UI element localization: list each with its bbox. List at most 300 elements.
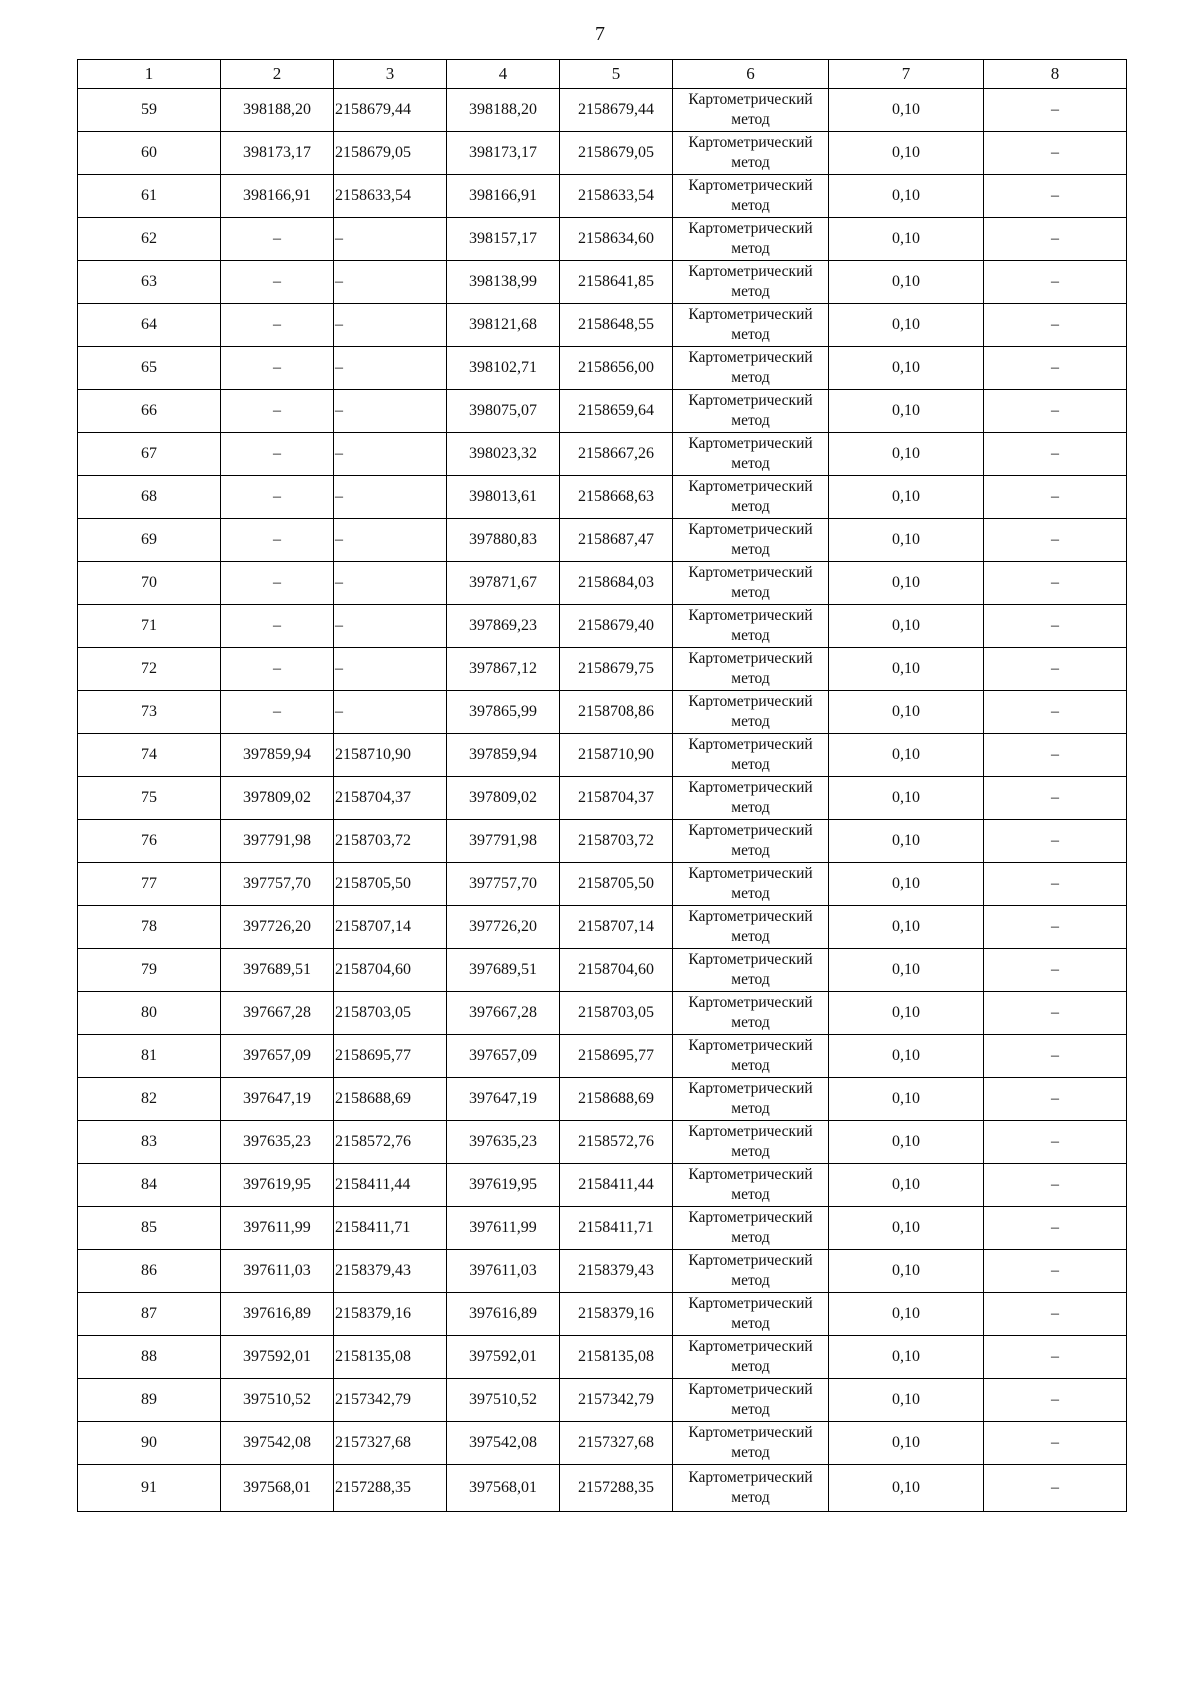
x-existing-cell: 397809,02 [221,777,334,820]
table-body [78,89,1127,1512]
point-number-cell: 70 [78,562,221,605]
method-label-line1: Картометрический [688,177,813,194]
accuracy-cell: 0,10 [829,218,984,261]
y-existing-cell: 2158679,05 [334,132,447,175]
x-refined-cell: 397809,02 [447,777,560,820]
x-refined-cell: 397568,01 [447,1465,560,1512]
note-cell: – [984,734,1127,777]
method-label-line2: метод [731,1014,770,1031]
method-label-line2: метод [731,971,770,988]
x-existing-cell: 397568,01 [221,1465,334,1512]
table-row [78,476,1127,519]
note-cell: – [984,261,1127,304]
x-existing-cell: 397616,89 [221,1293,334,1336]
method-cell [673,1336,829,1379]
method-label-line2: метод [731,842,770,859]
point-number-cell: 89 [78,1379,221,1422]
method-label-line1: Картометрический [688,349,813,366]
table-row [78,777,1127,820]
accuracy-cell: 0,10 [829,1379,984,1422]
x-refined-cell: 397871,67 [447,562,560,605]
table-row [78,390,1127,433]
method-label-line1: Картометрический [688,1080,813,1097]
method-label-line2: метод [731,799,770,816]
y-refined-cell: 2157342,79 [560,1379,673,1422]
method-label-line1: Картометрический [688,865,813,882]
method-label-line2: метод [731,1229,770,1246]
y-existing-cell: 2158379,16 [334,1293,447,1336]
point-number-cell: 78 [78,906,221,949]
table-row [78,648,1127,691]
note-cell: – [984,175,1127,218]
x-refined-cell: 397689,51 [447,949,560,992]
method-label-line1: Картометрический [688,1252,813,1269]
method-label-line1: Картометрический [688,1424,813,1441]
accuracy-cell: 0,10 [829,1465,984,1512]
note-cell: – [984,1422,1127,1465]
y-refined-cell: 2158679,40 [560,605,673,648]
x-existing-cell: 397859,94 [221,734,334,777]
method-label-line2: метод [731,326,770,343]
y-refined-cell: 2158704,37 [560,777,673,820]
x-existing-cell: – [221,390,334,433]
method-label-line2: метод [731,584,770,601]
y-existing-cell: 2158703,05 [334,992,447,1035]
y-existing-cell: – [334,218,447,261]
y-refined-cell: 2158659,64 [560,390,673,433]
x-refined-cell: 398188,20 [447,89,560,132]
method-cell [673,691,829,734]
table-row [78,734,1127,777]
accuracy-cell: 0,10 [829,476,984,519]
method-label-line2: метод [731,1186,770,1203]
method-label-line2: метод [731,1057,770,1074]
table-row [78,1164,1127,1207]
y-refined-cell: 2157327,68 [560,1422,673,1465]
table-row [78,949,1127,992]
point-number-cell: 84 [78,1164,221,1207]
y-refined-cell: 2158688,69 [560,1078,673,1121]
method-cell [673,1422,829,1465]
x-refined-cell: 397880,83 [447,519,560,562]
column-header: 3 [334,60,447,89]
point-number-cell: 61 [78,175,221,218]
accuracy-cell: 0,10 [829,1035,984,1078]
x-refined-cell: 397867,12 [447,648,560,691]
note-cell: – [984,1207,1127,1250]
method-cell [673,390,829,433]
y-refined-cell: 2158679,75 [560,648,673,691]
x-existing-cell: 397726,20 [221,906,334,949]
y-refined-cell: 2158684,03 [560,562,673,605]
point-number-cell: 72 [78,648,221,691]
method-label-line2: метод [731,756,770,773]
point-number-cell: 85 [78,1207,221,1250]
method-label-line2: метод [731,1315,770,1332]
y-existing-cell: 2158704,37 [334,777,447,820]
note-cell: – [984,1121,1127,1164]
point-number-cell: 83 [78,1121,221,1164]
table-row [78,1078,1127,1121]
y-refined-cell: 2158668,63 [560,476,673,519]
x-existing-cell: – [221,261,334,304]
note-cell: – [984,1035,1127,1078]
point-number-cell: 86 [78,1250,221,1293]
table-row [78,261,1127,304]
table-row [78,433,1127,476]
x-existing-cell: – [221,562,334,605]
method-cell [673,777,829,820]
x-refined-cell: 398157,17 [447,218,560,261]
point-number-cell: 90 [78,1422,221,1465]
method-cell [673,261,829,304]
table-row [78,1422,1127,1465]
method-cell [673,304,829,347]
method-label-line1: Картометрический [688,650,813,667]
point-number-cell: 79 [78,949,221,992]
method-label-line1: Картометрический [688,951,813,968]
note-cell: – [984,562,1127,605]
table-row [78,691,1127,734]
method-label-line2: метод [731,928,770,945]
method-label-line1: Картометрический [688,1037,813,1054]
point-number-cell: 71 [78,605,221,648]
y-refined-cell: 2158648,55 [560,304,673,347]
note-cell: – [984,89,1127,132]
y-existing-cell: 2158695,77 [334,1035,447,1078]
y-existing-cell: 2158688,69 [334,1078,447,1121]
method-label-line1: Картометрический [688,392,813,409]
y-existing-cell: – [334,605,447,648]
method-label-line2: метод [731,111,770,128]
method-label-line1: Картометрический [688,1338,813,1355]
x-existing-cell: 397510,52 [221,1379,334,1422]
method-label-line1: Картометрический [688,306,813,323]
y-existing-cell: 2158705,50 [334,863,447,906]
x-refined-cell: 398166,91 [447,175,560,218]
column-header: 1 [78,60,221,89]
method-cell [673,906,829,949]
x-existing-cell: – [221,691,334,734]
x-refined-cell: 398102,71 [447,347,560,390]
method-label-line2: метод [731,713,770,730]
method-label-line2: метод [731,197,770,214]
y-existing-cell: – [334,433,447,476]
table-row [78,1121,1127,1164]
method-cell [673,1164,829,1207]
method-label-line2: метод [731,455,770,472]
x-existing-cell: – [221,648,334,691]
note-cell: – [984,691,1127,734]
table-row [78,863,1127,906]
method-label-line2: метод [731,670,770,687]
table-row [78,89,1127,132]
y-refined-cell: 2158411,71 [560,1207,673,1250]
method-label-line1: Картометрический [688,607,813,624]
point-number-cell: 66 [78,390,221,433]
x-refined-cell: 397865,99 [447,691,560,734]
point-number-cell: 87 [78,1293,221,1336]
accuracy-cell: 0,10 [829,304,984,347]
note-cell: – [984,1336,1127,1379]
coordinates-table [77,59,1127,1512]
table-row [78,1293,1127,1336]
y-refined-cell: 2158707,14 [560,906,673,949]
x-existing-cell: 397635,23 [221,1121,334,1164]
method-cell [673,992,829,1035]
method-cell [673,1379,829,1422]
x-refined-cell: 397611,99 [447,1207,560,1250]
accuracy-cell: 0,10 [829,734,984,777]
y-refined-cell: 2158135,08 [560,1336,673,1379]
y-existing-cell: 2158411,71 [334,1207,447,1250]
y-existing-cell: 2158679,44 [334,89,447,132]
x-refined-cell: 397647,19 [447,1078,560,1121]
accuracy-cell: 0,10 [829,906,984,949]
y-existing-cell: 2158633,54 [334,175,447,218]
accuracy-cell: 0,10 [829,1207,984,1250]
y-refined-cell: 2158695,77 [560,1035,673,1078]
method-label-line2: метод [731,498,770,515]
y-refined-cell: 2158411,44 [560,1164,673,1207]
table-row [78,1250,1127,1293]
method-cell [673,1465,829,1512]
y-existing-cell: 2158135,08 [334,1336,447,1379]
x-refined-cell: 397616,89 [447,1293,560,1336]
y-existing-cell: 2158710,90 [334,734,447,777]
x-refined-cell: 398075,07 [447,390,560,433]
method-label-line2: метод [731,541,770,558]
table-row [78,304,1127,347]
method-cell [673,433,829,476]
method-cell [673,89,829,132]
y-refined-cell: 2158633,54 [560,175,673,218]
method-label-line1: Картометрический [688,908,813,925]
point-number-cell: 91 [78,1465,221,1512]
y-refined-cell: 2158379,43 [560,1250,673,1293]
column-header: 2 [221,60,334,89]
note-cell: – [984,1078,1127,1121]
y-refined-cell: 2158667,26 [560,433,673,476]
point-number-cell: 81 [78,1035,221,1078]
y-refined-cell: 2158703,05 [560,992,673,1035]
y-refined-cell: 2158704,60 [560,949,673,992]
method-label-line2: метод [731,1100,770,1117]
point-number-cell: 64 [78,304,221,347]
method-label-line1: Картометрический [688,521,813,538]
y-refined-cell: 2158679,05 [560,132,673,175]
note-cell: – [984,218,1127,261]
method-label-line2: метод [731,1358,770,1375]
x-existing-cell: 397611,99 [221,1207,334,1250]
method-cell [673,218,829,261]
y-existing-cell: 2157342,79 [334,1379,447,1422]
method-cell [673,648,829,691]
x-refined-cell: 398173,17 [447,132,560,175]
method-label-line2: метод [731,412,770,429]
accuracy-cell: 0,10 [829,777,984,820]
method-cell [673,132,829,175]
accuracy-cell: 0,10 [829,820,984,863]
note-cell: – [984,304,1127,347]
x-refined-cell: 397859,94 [447,734,560,777]
y-existing-cell: 2158704,60 [334,949,447,992]
accuracy-cell: 0,10 [829,1250,984,1293]
y-refined-cell: 2158710,90 [560,734,673,777]
x-existing-cell: – [221,433,334,476]
y-refined-cell: 2158703,72 [560,820,673,863]
x-refined-cell: 397510,52 [447,1379,560,1422]
y-refined-cell: 2158705,50 [560,863,673,906]
column-header: 6 [673,60,829,89]
table-row [78,218,1127,261]
method-cell [673,476,829,519]
method-label-line2: метод [731,154,770,171]
point-number-cell: 76 [78,820,221,863]
accuracy-cell: 0,10 [829,992,984,1035]
accuracy-cell: 0,10 [829,691,984,734]
x-refined-cell: 398023,32 [447,433,560,476]
table-row [78,519,1127,562]
table-row [78,562,1127,605]
x-existing-cell: 397647,19 [221,1078,334,1121]
x-refined-cell: 397619,95 [447,1164,560,1207]
x-existing-cell: – [221,519,334,562]
column-header: 5 [560,60,673,89]
x-refined-cell: 397791,98 [447,820,560,863]
x-existing-cell: 397611,03 [221,1250,334,1293]
y-existing-cell: – [334,476,447,519]
method-label-line1: Картометрический [688,263,813,280]
point-number-cell: 82 [78,1078,221,1121]
accuracy-cell: 0,10 [829,175,984,218]
y-existing-cell: – [334,261,447,304]
note-cell: – [984,390,1127,433]
x-existing-cell: 397689,51 [221,949,334,992]
x-refined-cell: 397635,23 [447,1121,560,1164]
table-row [78,347,1127,390]
x-refined-cell: 397592,01 [447,1336,560,1379]
x-refined-cell: 398121,68 [447,304,560,347]
point-number-cell: 74 [78,734,221,777]
x-existing-cell: 397667,28 [221,992,334,1035]
table-row [78,175,1127,218]
x-refined-cell: 397542,08 [447,1422,560,1465]
method-label-line1: Картометрический [688,1381,813,1398]
x-existing-cell: 398188,20 [221,89,334,132]
y-refined-cell: 2158679,44 [560,89,673,132]
y-refined-cell: 2157288,35 [560,1465,673,1512]
method-label-line2: метод [731,240,770,257]
method-cell [673,1293,829,1336]
method-label-line2: метод [731,1272,770,1289]
y-existing-cell: 2158707,14 [334,906,447,949]
method-cell [673,1078,829,1121]
point-number-cell: 62 [78,218,221,261]
method-cell [673,1035,829,1078]
table-row [78,132,1127,175]
y-existing-cell: – [334,390,447,433]
note-cell: – [984,863,1127,906]
y-existing-cell: – [334,648,447,691]
note-cell: – [984,605,1127,648]
table-row [78,1465,1127,1512]
point-number-cell: 88 [78,1336,221,1379]
x-existing-cell: – [221,304,334,347]
method-label-line1: Картометрический [688,779,813,796]
method-cell [673,1250,829,1293]
x-existing-cell: – [221,347,334,390]
y-existing-cell: – [334,691,447,734]
y-existing-cell: – [334,347,447,390]
point-number-cell: 68 [78,476,221,519]
method-label-line1: Картометрический [688,478,813,495]
method-label-line2: метод [731,885,770,902]
method-label-line1: Картометрический [688,1469,813,1486]
note-cell: – [984,820,1127,863]
method-label-line1: Картометрический [688,1209,813,1226]
method-label-line1: Картометрический [688,693,813,710]
method-cell [673,1121,829,1164]
accuracy-cell: 0,10 [829,648,984,691]
x-existing-cell: 397657,09 [221,1035,334,1078]
x-refined-cell: 397869,23 [447,605,560,648]
accuracy-cell: 0,10 [829,949,984,992]
y-existing-cell: 2158572,76 [334,1121,447,1164]
note-cell: – [984,648,1127,691]
note-cell: – [984,519,1127,562]
method-cell [673,605,829,648]
accuracy-cell: 0,10 [829,519,984,562]
accuracy-cell: 0,10 [829,1293,984,1336]
page-number: 7 [595,23,605,45]
table-row [78,1336,1127,1379]
note-cell: – [984,1293,1127,1336]
method-cell [673,863,829,906]
x-refined-cell: 397667,28 [447,992,560,1035]
y-existing-cell: – [334,562,447,605]
method-label-line2: метод [731,283,770,300]
note-cell: – [984,1379,1127,1422]
x-existing-cell: 398166,91 [221,175,334,218]
accuracy-cell: 0,10 [829,347,984,390]
method-label-line1: Картометрический [688,435,813,452]
column-header: 4 [447,60,560,89]
table-row [78,1379,1127,1422]
point-number-cell: 69 [78,519,221,562]
method-label-line2: метод [731,627,770,644]
accuracy-cell: 0,10 [829,261,984,304]
accuracy-cell: 0,10 [829,562,984,605]
accuracy-cell: 0,10 [829,132,984,175]
accuracy-cell: 0,10 [829,1422,984,1465]
method-label-line1: Картометрический [688,91,813,108]
accuracy-cell: 0,10 [829,390,984,433]
y-refined-cell: 2158708,86 [560,691,673,734]
method-label-line1: Картометрический [688,134,813,151]
x-refined-cell: 398138,99 [447,261,560,304]
point-number-cell: 77 [78,863,221,906]
column-header: 7 [829,60,984,89]
y-refined-cell: 2158656,00 [560,347,673,390]
note-cell: – [984,1250,1127,1293]
accuracy-cell: 0,10 [829,863,984,906]
x-existing-cell: – [221,476,334,519]
point-number-cell: 65 [78,347,221,390]
method-label-line1: Картометрический [688,1295,813,1312]
accuracy-cell: 0,10 [829,433,984,476]
point-number-cell: 67 [78,433,221,476]
